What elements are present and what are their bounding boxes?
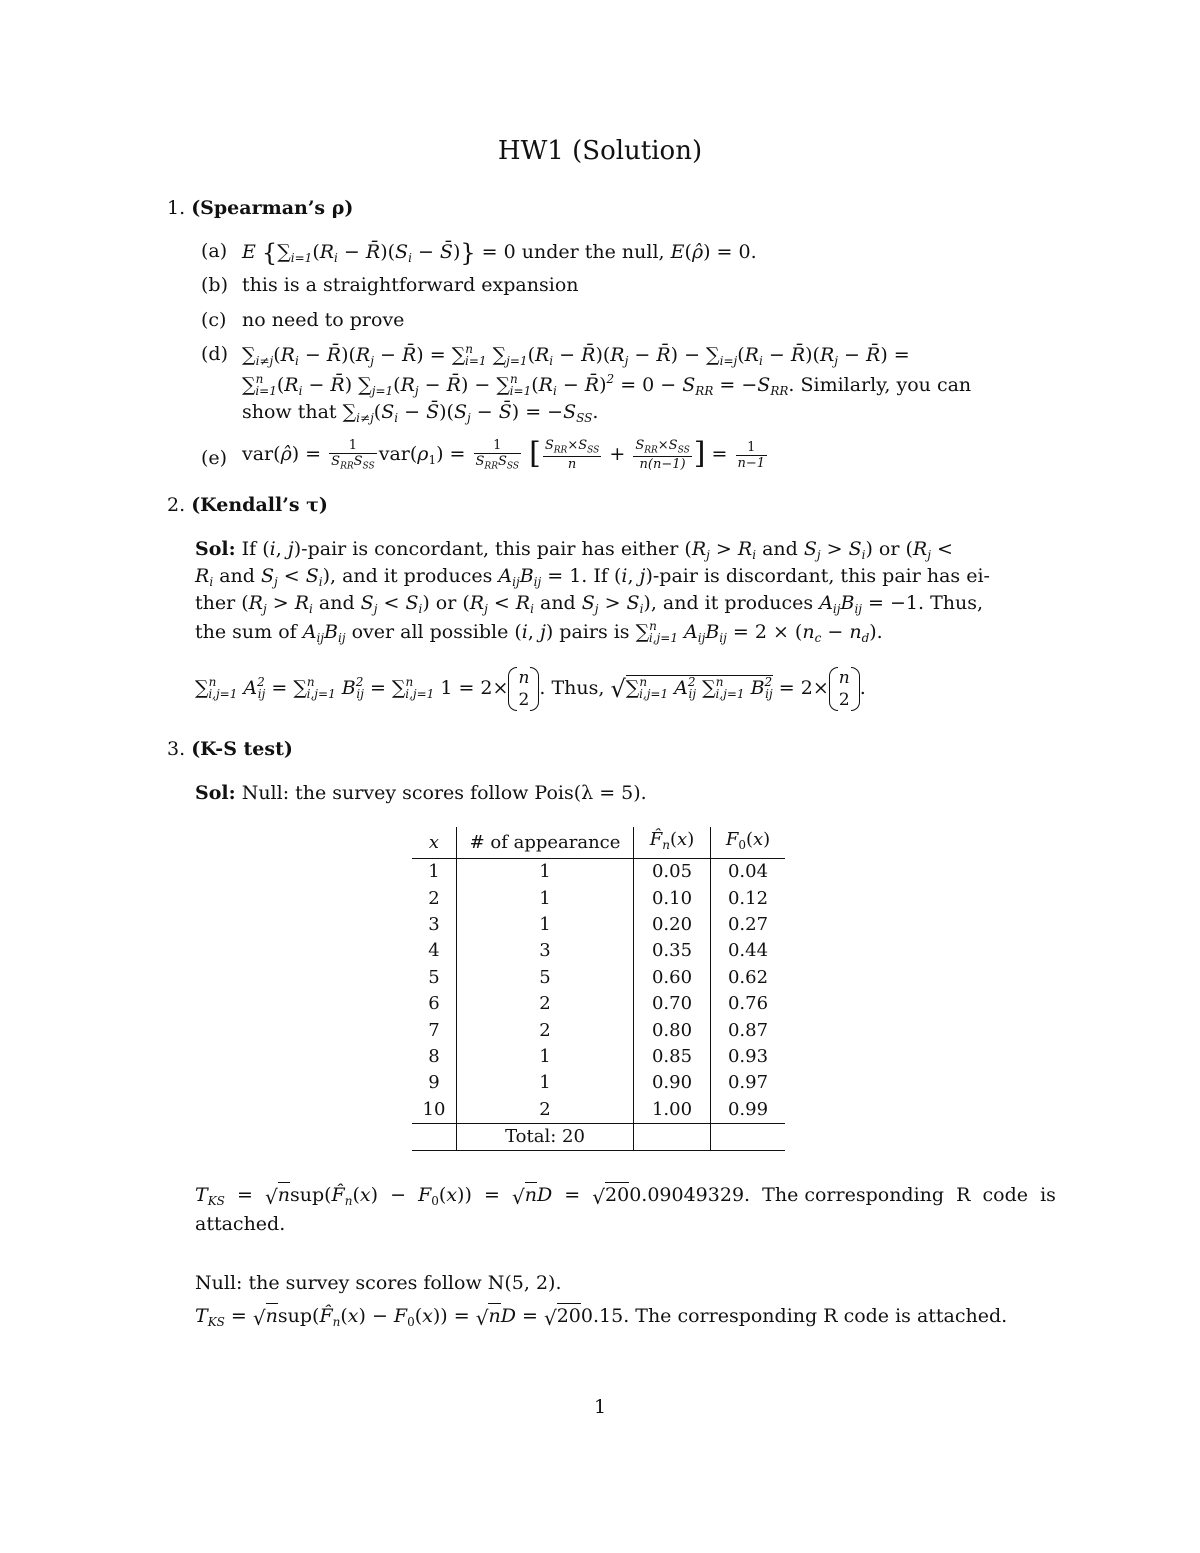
cell-f0: 0.12 [727,887,769,909]
kendall-paragraph-line-2: $R_i$ and $S_j < S_i$), and it produces $A_{ij}B_{ij} = 1$. If (i, j)-pair is discordant, this pair has ei- [195,565,990,589]
cell-fn-hat: 0.05 [634,859,711,886]
cell-empty [711,1123,786,1150]
table-row [412,965,785,991]
cell-fn-hat: 0.85 [634,1044,711,1070]
section-number: 1. [167,197,186,219]
table-row [412,1044,785,1070]
item-1d-line-2: $\sum^n_{i=1}(R_i$ − R̄) $\sum_{j=1}(R_j$ − R̄) − $\sum^n_{i=1}(R_i$ − R̄)$^2$ = $0 - S_{RR} = -S_{RR}$. Similarly, you can [242,372,972,398]
section-title: (Spearman’s ρ) [191,197,354,219]
cell-fn-hat: 0.10 [634,885,711,911]
cell-fn-hat: 0.60 [634,965,711,991]
cell-appearance: 2 [457,1017,634,1043]
item-1d-line-3: show that $\sum_{i\ne j}(S_i$ − $S̄)(S_j$ − S̄) = $-S_{SS}$. [242,401,599,425]
cell-f0: 0.99 [727,1098,769,1120]
cell-f0: 0.97 [727,1072,769,1094]
item-1d-label: (d) [201,343,228,365]
cell-f0: 0.87 [727,1019,769,1041]
page-title: HW1 (Solution) [497,136,703,166]
section-title: (Kendall’s τ) [191,494,328,516]
cell-appearance: 1 [457,912,634,938]
section-number: 2. [167,494,186,516]
section-title: (K-S test) [191,738,293,760]
cell-x: 6 [412,991,457,1017]
table-row [412,938,785,964]
cell-appearance: 2 [457,1097,634,1124]
table-body [412,859,785,1151]
item-1c-label: (c) [201,309,227,331]
table-row [412,1097,785,1124]
cell-f0: 0.04 [727,861,769,883]
header-appearance: # of appearance [457,827,634,859]
table-header-row [412,827,785,859]
cell-x: 1 [412,859,457,886]
tks-line-1: $T_{KS}$ = $√nsup(F̂_n(x) - F_0(x)) = √nD = √200.09049329$. The corresponding R code is [195,1184,1056,1209]
cell-f0: 0.76 [727,993,769,1015]
cell-f0: 0.93 [727,1045,769,1067]
table-row [412,991,785,1017]
cell-appearance: 3 [457,938,634,964]
section-1-heading [167,197,353,219]
cell-fn-hat: 0.20 [634,912,711,938]
table-row [412,1070,785,1096]
table-row [412,1017,785,1043]
table-total-row [412,1123,785,1150]
cell-fn-hat: 0.70 [634,991,711,1017]
item-1e-text: var(ρ̂) = $\frac{1}{S_{RR}S_{SS}}$ $var(\rho_1)$ = $\frac{1}{S_{RR}S_{SS}}$ [ $\frac{S_{RR}\times S_{SS}}{n}$ + $\frac{S_{RR}\times S_{SS}}{n(n-1)}$ ] = $\frac{1}{n-1}$ [242,436,766,472]
item-1b-label: (b) [201,274,228,296]
cell-x: 5 [412,965,457,991]
item-1b-text: this is a straightforward expansion [242,274,579,296]
cell-appearance: 1 [457,1044,634,1070]
section-number: 3. [167,738,186,760]
cell-appearance: 5 [457,965,634,991]
header-f0: $F_0(x)$ [711,827,786,859]
kendall-paragraph-line-3: ther ($R_j > R_i$ and $S_j < S_i$) or ($R_j < R_i$ and $S_j > S_i$), and it produces $A_{ij}B_{ij} = -1$. Thus, [195,592,984,616]
ks-table [412,827,785,1151]
table-row [412,912,785,938]
null-hypothesis-poisson: Null: the survey scores follow Pois(λ = 5). [241,782,647,804]
item-1c-text: no need to prove [242,309,405,331]
cell-fn-hat: 1.00 [634,1097,711,1124]
cell-total: Total: 20 [457,1123,634,1150]
kendall-equation: ∑$^n_{i,j=1}$ $A^2_{ij} = \sum^n_{i,j=1}$ $B^2_{ij} = \sum^n_{i,j=1}$ 1 = 2× n 2. Thus, √∑$^n_{i,j=1}$ $A^2_{ij}$ ∑$^n_{i,j=1}$ $B^2_{ij} = 2\times n$ 2. [195,668,866,710]
cell-appearance: 1 [457,859,634,886]
cell-f0: 0.62 [727,966,769,988]
cell-fn-hat: 0.80 [634,1017,711,1043]
tks-line-1b: attached. [195,1213,286,1235]
item-1e-label: (e) [201,447,228,469]
item-1a-text: E {$\sum_{i=1}(R_i$ − $R̄)(S_i$ − S̄)} = 0 under the null, E(ρ̂) = 0. [242,239,757,267]
cell-x: 3 [412,912,457,938]
cell-x: 10 [412,1097,457,1124]
cell-fn-hat: 0.90 [634,1070,711,1096]
tks-line-2: $T_{KS}$ = $√nsup(F̂_n(x) - F_0(x)) = √nD = √200.15$. The corresponding R code is attached. [195,1305,1008,1330]
cell-x: 2 [412,885,457,911]
cell-empty [412,1123,457,1150]
cell-fn-hat: 0.35 [634,938,711,964]
header-fn-hat: $F̂_n(x)$ [634,827,711,859]
sol-label: Sol: [195,782,236,804]
cell-f0: 0.44 [727,940,769,962]
cell-x: 7 [412,1017,457,1043]
kendall-paragraph-line-4: the sum of $A_{ij}B_{ij}$ over all possible (i, j) pairs is ∑$^n_{i,j=1}$ $A_{ij}B_{ij} = 2 \times (n_c - n_d)$. [195,619,883,645]
cell-appearance: 1 [457,1070,634,1096]
section-2-heading [167,494,328,516]
ks-null-1 [195,782,647,804]
cell-appearance: 2 [457,991,634,1017]
page-number: 1 [593,1396,607,1418]
cell-x: 9 [412,1070,457,1096]
cell-f0: 0.27 [727,913,769,935]
cell-appearance: 1 [457,885,634,911]
item-1d-line-1: $\sum_{i\ne j}(R_i$ − $R̄)(R_j$ − R̄) = ∑$^n_{i=1}$ $\sum_{j=1}(R_i$ − $R̄)(R_j$ − R̄) − $\sum_{i=j}(R_i$ − $R̄)(R_j$ − R̄) = [242,342,910,368]
header-x: x [412,827,457,859]
ks-null-2: Null: the survey scores follow N(5, 2). [195,1272,562,1294]
kendall-paragraph-line-1: Sol: If (i, j)-pair is concordant, this pair has either ($R_j > R_i$ and $S_j > S_i$) or ($R_j$ < [195,538,953,562]
cell-x: 4 [412,938,457,964]
table-row [412,859,785,886]
table-row [412,885,785,911]
item-1a-label: (a) [201,240,228,262]
cell-empty [634,1123,711,1150]
sol-label: Sol: [195,538,236,560]
section-3-heading [167,738,293,760]
cell-x: 8 [412,1044,457,1070]
